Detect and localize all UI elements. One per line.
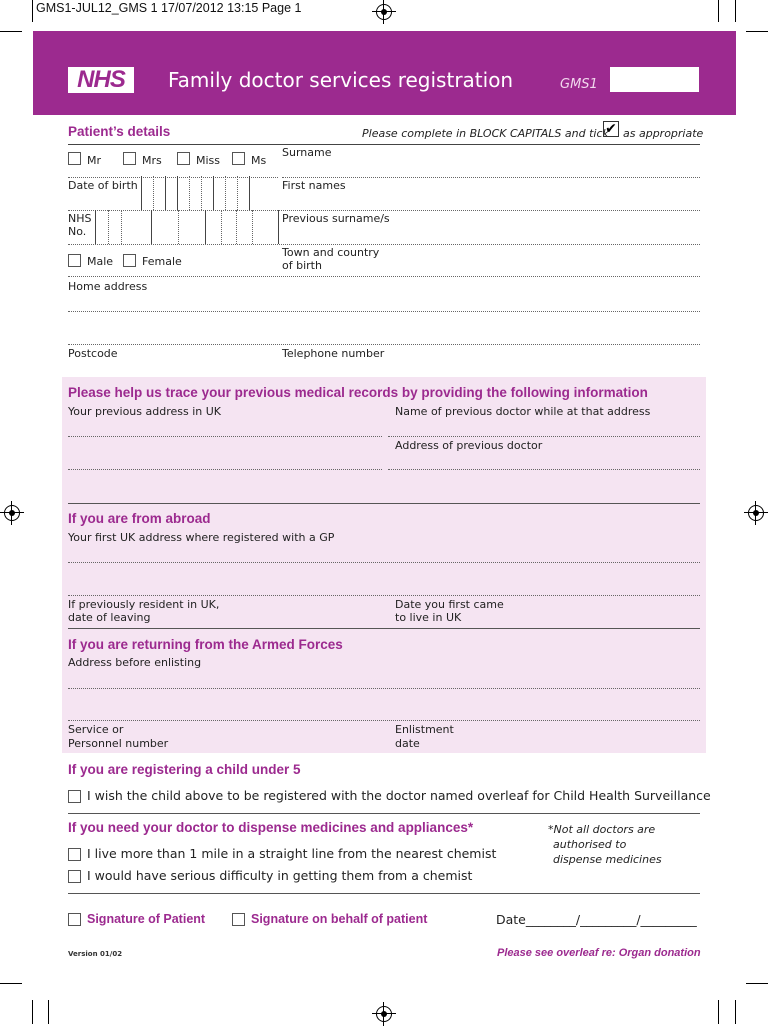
page-title: Family doctor services registration — [168, 68, 514, 92]
form-reference-box[interactable] — [610, 67, 699, 92]
crop-mark — [746, 983, 768, 984]
first-names-label: First names — [282, 179, 346, 192]
first-uk-address-field[interactable] — [68, 562, 700, 563]
registration-mark-icon — [376, 1006, 392, 1022]
crop-mark — [48, 1000, 49, 1024]
crop-mark — [0, 31, 22, 32]
previous-surname-label: Previous surname/s — [282, 212, 390, 225]
crop-mark — [735, 1000, 736, 1024]
town-country-label-a: Town and country — [282, 246, 380, 259]
signature-patient-label: Signature of Patient — [87, 912, 206, 926]
crop-mark — [0, 983, 22, 984]
home-address-label: Home address — [68, 280, 148, 293]
enlistment-date-label-b: date — [395, 737, 420, 750]
postcode-label: Postcode — [68, 347, 118, 360]
previous-surname-field[interactable] — [68, 244, 700, 245]
title-ms-label: Ms — [251, 154, 267, 167]
address-before-enlisting-field[interactable] — [68, 688, 700, 689]
crop-mark — [735, 0, 736, 22]
first-came-label-a: Date you first came — [395, 598, 504, 611]
nhs-number-label-a: NHS — [68, 212, 92, 225]
dispense-note-c: dispense medicines — [553, 853, 662, 866]
from-abroad-heading: If you are from abroad — [68, 511, 211, 526]
nhs-logo: NHS — [68, 67, 134, 93]
armed-forces-heading: If you are returning from the Armed Forces — [68, 637, 343, 652]
address-before-enlisting-label: Address before enlisting — [68, 656, 202, 669]
title-mr-checkbox[interactable] — [68, 152, 81, 165]
crop-mark — [718, 1000, 719, 1024]
title-mr-label: Mr — [87, 154, 102, 167]
dispense-note-b: authorised to — [553, 838, 627, 851]
previous-address-field[interactable] — [68, 436, 382, 437]
first-uk-address-field[interactable] — [68, 595, 700, 596]
first-uk-address-label: Your first UK address where registered with a GP — [68, 531, 335, 544]
distance-chemist-label: I live more than 1 mile in a straight line from the nearest chemist — [87, 846, 497, 861]
date-of-birth-field[interactable] — [141, 176, 277, 210]
tick-icon: ✔ — [603, 121, 619, 137]
previous-doctor-field[interactable] — [388, 436, 700, 437]
child-health-surveillance-label: I wish the child above to be registered with the doctor named overleaf for Child Health Surveillance — [87, 788, 711, 803]
crop-mark — [32, 1000, 33, 1024]
address-before-enlisting-field[interactable] — [68, 720, 700, 721]
section-divider — [68, 813, 700, 814]
resident-uk-label-b: date of leaving — [68, 611, 151, 624]
previous-doctor-address-field[interactable] — [388, 469, 700, 470]
previous-doctor-label: Name of previous doctor while at that address — [395, 405, 651, 418]
section-divider — [68, 628, 700, 629]
enlistment-date-label-a: Enlistment — [395, 723, 454, 736]
male-label: Male — [87, 255, 114, 268]
signature-patient-checkbox[interactable] — [68, 913, 81, 926]
crop-mark — [746, 31, 768, 32]
title-mrs-checkbox[interactable] — [123, 152, 136, 165]
title-ms-checkbox[interactable] — [232, 152, 245, 165]
female-checkbox[interactable] — [123, 254, 136, 267]
signature-behalf-label: Signature on behalf of patient — [251, 912, 428, 926]
child-health-surveillance-checkbox[interactable] — [68, 790, 81, 803]
nhs-number-field[interactable] — [95, 210, 279, 244]
home-address-field[interactable] — [68, 311, 700, 312]
form-code: GMS1 — [560, 77, 598, 92]
section-divider — [68, 893, 700, 894]
previous-records-panel — [62, 377, 706, 753]
service-number-label-b: Personnel number — [68, 737, 169, 750]
section-divider — [68, 503, 700, 504]
overleaf-note: Please see overleaf re: Organ donation — [497, 947, 701, 959]
dispense-note-a: *Not all doctors are — [548, 823, 656, 836]
nhs-number-label-b: No. — [68, 225, 87, 238]
child-under-5-heading: If you are registering a child under 5 — [68, 762, 301, 777]
surname-field[interactable] — [282, 177, 700, 178]
title-miss-checkbox[interactable] — [177, 152, 190, 165]
telephone-label: Telephone number — [282, 347, 385, 360]
difficulty-chemist-checkbox[interactable] — [68, 870, 81, 883]
date-of-birth-label: Date of birth — [68, 179, 138, 192]
block-capitals-instruction: Please complete in BLOCK CAPITALS and tick — [362, 127, 609, 140]
difficulty-chemist-label: I would have serious difficulty in getting them from a chemist — [87, 868, 473, 883]
surname-label: Surname — [282, 146, 332, 159]
patient-details-heading: Patient’s details — [68, 124, 171, 139]
signature-behalf-checkbox[interactable] — [232, 913, 245, 926]
female-label: Female — [142, 255, 182, 268]
registration-mark-icon — [748, 505, 764, 521]
first-came-label-b: to live in UK — [395, 611, 462, 624]
crop-mark — [718, 0, 719, 22]
trace-records-heading: Please help us trace your previous medical records by providing the following information — [68, 385, 648, 400]
town-country-label-b: of birth — [282, 259, 322, 272]
registration-mark-icon — [4, 505, 20, 521]
previous-address-field[interactable] — [68, 469, 382, 470]
crop-mark — [32, 0, 33, 22]
previous-address-label: Your previous address in UK — [68, 405, 222, 418]
version-text: Version 01/02 — [68, 950, 123, 958]
previous-doctor-address-label: Address of previous doctor — [395, 439, 543, 452]
as-appropriate-text: as appropriate — [623, 127, 704, 140]
date-field[interactable]: Date________/_________/_________ — [496, 912, 697, 927]
print-slug: GMS1-JUL12_GMS 1 17/07/2012 13:15 Page 1 — [36, 1, 302, 15]
dispense-heading: If you need your doctor to dispense medicines and appliances* — [68, 820, 474, 835]
resident-uk-label-a: If previously resident in UK, — [68, 598, 220, 611]
male-checkbox[interactable] — [68, 254, 81, 267]
registration-mark-icon — [376, 4, 392, 20]
service-number-label-a: Service or — [68, 723, 124, 736]
town-country-field[interactable] — [68, 276, 700, 277]
title-miss-label: Miss — [196, 154, 221, 167]
title-mrs-label: Mrs — [142, 154, 162, 167]
distance-chemist-checkbox[interactable] — [68, 848, 81, 861]
home-address-field[interactable] — [68, 344, 700, 345]
